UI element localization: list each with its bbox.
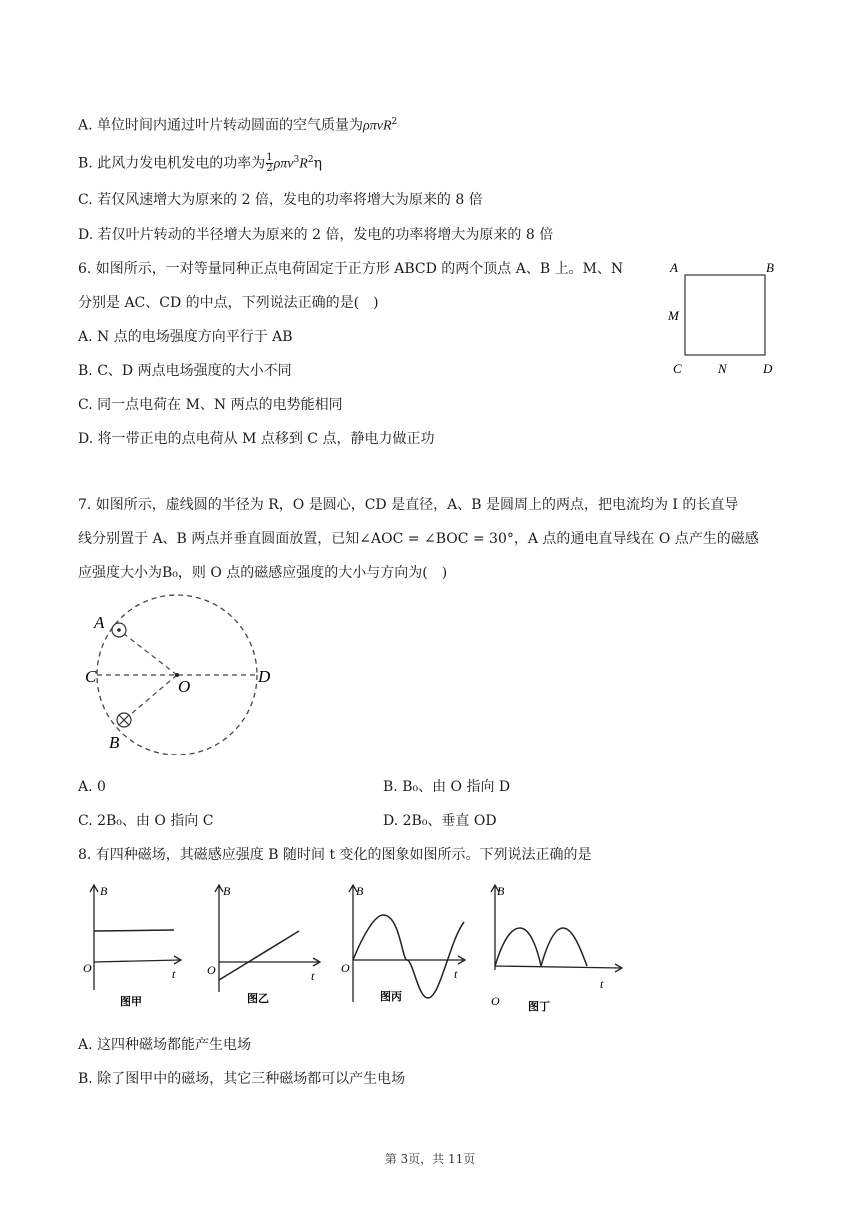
q6-stem-line2: 分别是 AC、CD 的中点，下列说法正确的是( )	[78, 295, 379, 311]
label-c: C	[673, 361, 682, 376]
q7-option-d: D. 2B₀、垂直 OD	[383, 813, 497, 829]
label-d: D	[258, 667, 271, 686]
q6-option-d: D. 将一带正电的点电荷从 M 点移到 C 点，静电力做正功	[78, 431, 435, 447]
label-b: B	[109, 733, 120, 752]
q8-option-b: B. 除了图甲中的磁场，其它三种磁场都可以产生电场	[78, 1071, 406, 1087]
svg-text:O: O	[83, 961, 92, 975]
svg-text:B: B	[100, 884, 108, 898]
graph-ding	[483, 880, 623, 1015]
graph-caption: 图甲	[120, 995, 142, 1008]
label-c: C	[85, 667, 97, 686]
q8-option-a: A. 这四种磁场都能产生电场	[78, 1037, 252, 1053]
svg-text:B: B	[497, 884, 505, 898]
q7-option-a: A. 0	[78, 779, 106, 795]
label-a: A	[670, 260, 678, 275]
q6-stem-line1: 6. 如图所示，一对等量同种正点电荷固定于正方形 ABCD 的两个顶点 A、B 上。M、N	[78, 261, 624, 277]
q6-square-figure	[665, 255, 785, 385]
q7-option-b: B. B₀、由 O 指向 D	[383, 779, 511, 795]
q7-stem-line3: 应强度大小为B₀，则 O 点的磁感应强度的大小与方向为( )	[78, 565, 448, 581]
svg-text:B: B	[356, 884, 364, 898]
q7-option-c: C. 2B₀、由 O 指向 C	[78, 813, 214, 829]
svg-text:t: t	[600, 977, 604, 991]
q8-stem: 8. 有四种磁场，其磁感应强度 B 随时间 t 变化的图象如图所示。下列说法正确的是	[78, 847, 592, 863]
label-n: N	[718, 361, 727, 376]
svg-text:B: B	[223, 884, 231, 898]
graph-jia	[80, 880, 190, 1015]
svg-text:O: O	[491, 994, 500, 1008]
q5-option-b: B. 此风力发电机发电的功率为 $\frac{1}{2}$ $\rho\pi v^3R^2\eta$	[78, 152, 322, 175]
q7-stem-line1: 7. 如图所示，虚线圆的半径为 R，O 是圆心，CD 是直径，A、B 是圆周上的两点，把电流均为 I 的长直导	[78, 497, 739, 513]
label-m: M	[668, 308, 679, 323]
svg-text:t: t	[172, 967, 176, 981]
q7-circle-figure	[80, 590, 280, 755]
q6-option-b: B. C、D 两点电场强度的大小不同	[78, 363, 292, 379]
svg-text:t: t	[311, 969, 315, 983]
svg-text:O: O	[207, 963, 216, 977]
label-o: O	[178, 677, 191, 696]
q6-option-a: A. N 点的电场强度方向平行于 AB	[78, 329, 293, 345]
page-footer: 第 3页，共 11页	[384, 1152, 476, 1166]
label-a: A	[94, 613, 105, 632]
svg-text:t: t	[454, 967, 458, 981]
graph-yi	[205, 880, 330, 1015]
q5-option-c: C. 若仅风速增大为原来的 2 倍，发电的功率将增大为原来的 8 倍	[78, 192, 483, 208]
label-b: B	[766, 260, 774, 275]
graph-bing	[340, 880, 470, 1015]
graph-caption: 图丁	[528, 1000, 550, 1013]
q6-option-c: C. 同一点电荷在 M、N 两点的电势能相同	[78, 397, 343, 413]
svg-text:O: O	[341, 961, 350, 975]
label-d: D	[763, 361, 773, 376]
q5-option-d: D. 若仅叶片转动的半径增大为原来的 2 倍，发电的功率将增大为原来的 8 倍	[78, 227, 554, 243]
q7-stem-line2: 线分别置于 A、B 两点并垂直圆面放置，已知∠AOC = ∠BOC = 30°，A 点的通电直导线在 O 点产生的磁感	[78, 531, 759, 547]
graph-caption: 图乙	[247, 992, 269, 1005]
q5-option-a: A. 单位时间内通过叶片转动圆面的空气质量为ρπvR$^2$	[78, 117, 398, 134]
graph-caption: 图丙	[380, 990, 402, 1003]
